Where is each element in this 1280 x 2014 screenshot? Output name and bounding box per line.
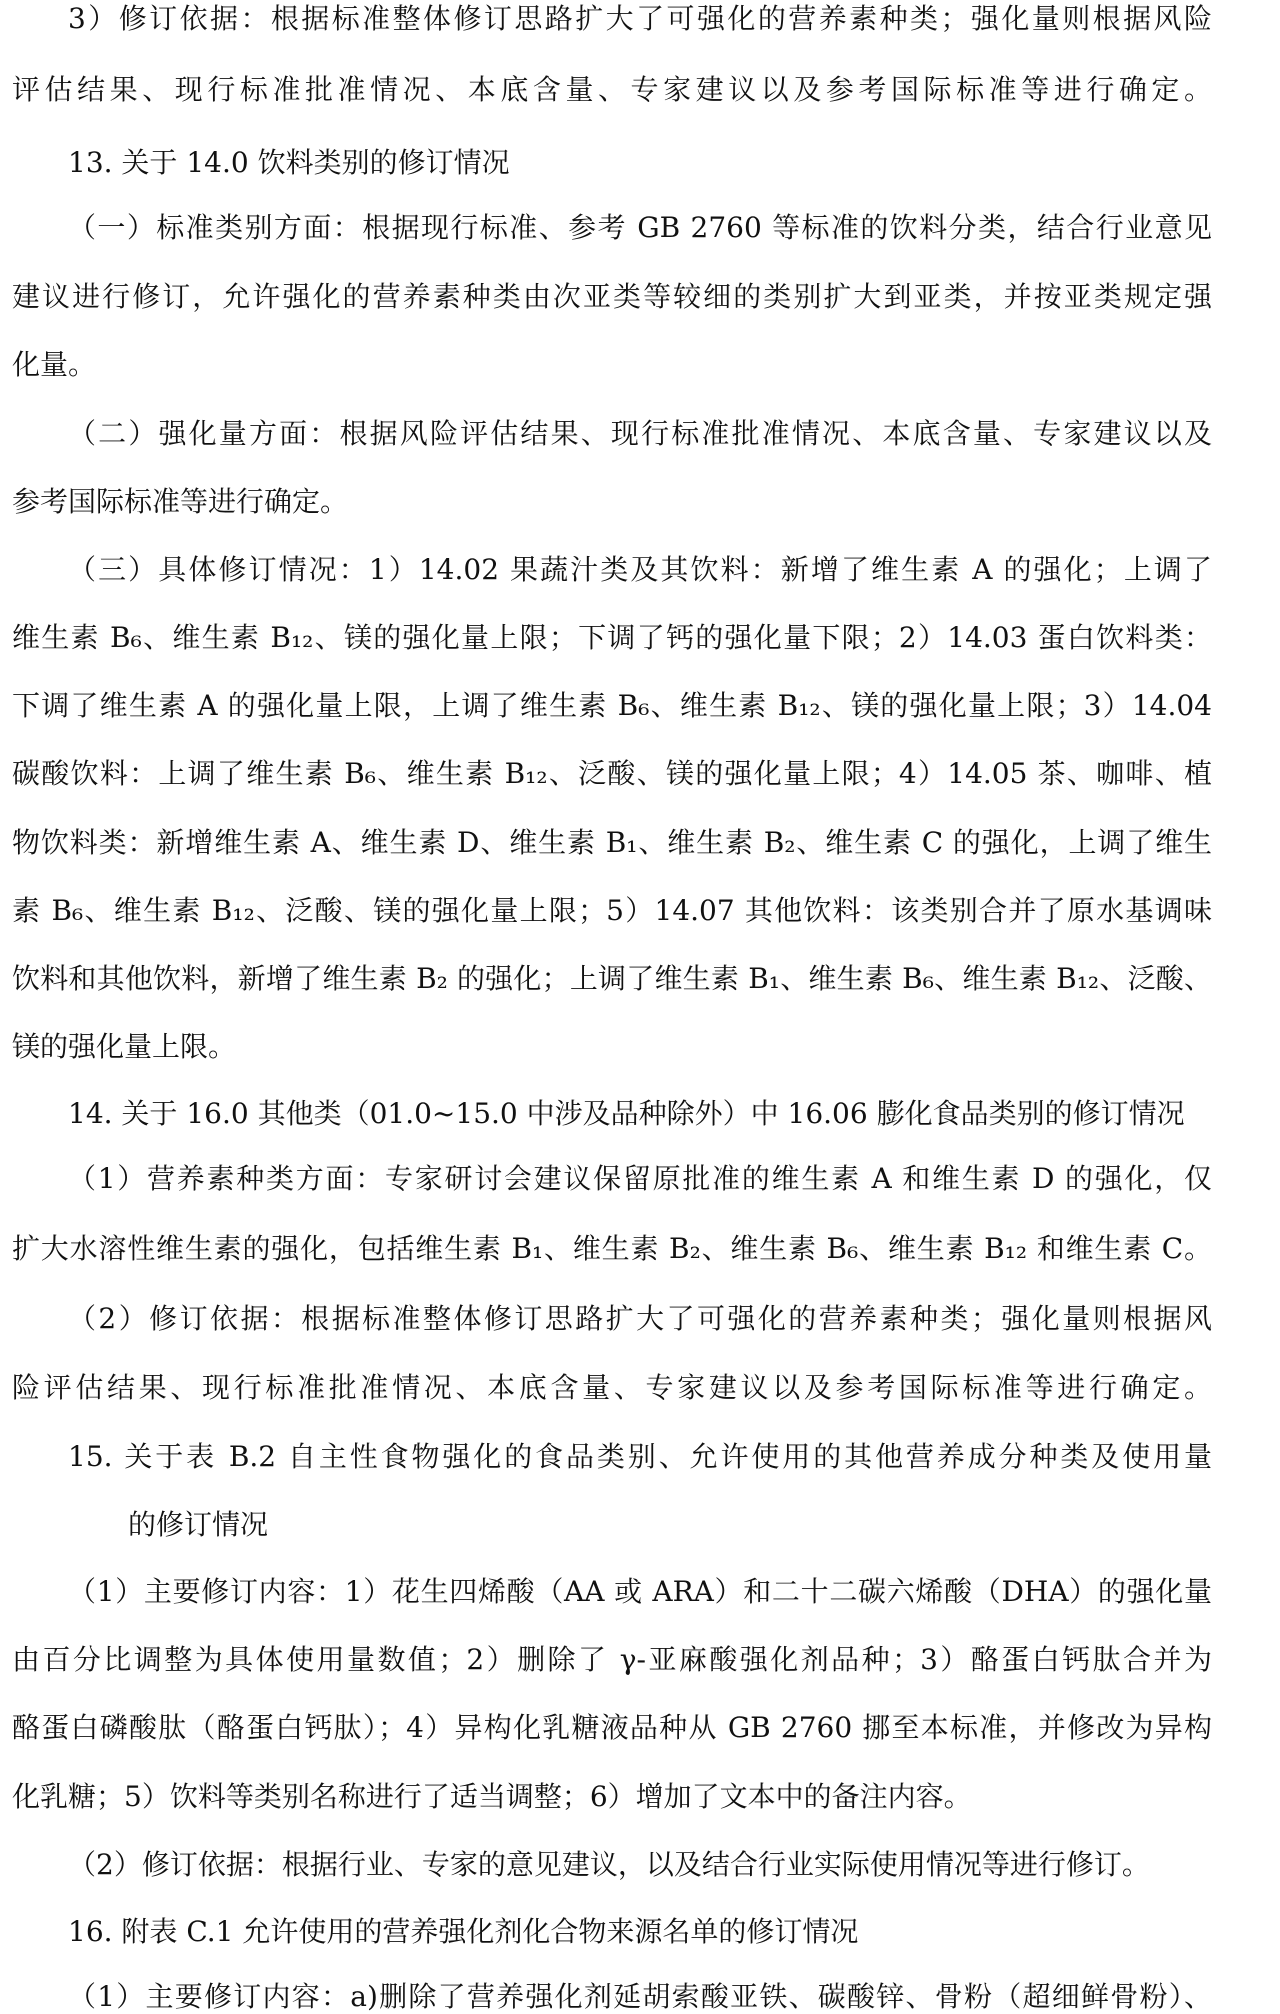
text-line: （1）主要修订内容：a)删除了营养强化剂延胡索酸亚铁、碳酸锌、骨粉（超细鲜骨粉）、 — [68, 1980, 1212, 2013]
section-heading-13: 13. 关于 14.0 饮料类别的修订情况 — [68, 146, 510, 179]
text-line: （一）标准类别方面：根据现行标准、参考 GB 2760 等标准的饮料分类，结合行业意见 — [68, 211, 1212, 244]
text-line: 素 B₆、维生素 B₁₂、泛酸、镁的强化量上限；5）14.07 其他饮料：该类别合并了原水基调味 — [12, 894, 1212, 927]
text-line: 3）修订依据：根据标准整体修订思路扩大了可强化的营养素种类；强化量则根据风险 — [68, 2, 1212, 35]
text-line: 碳酸饮料：上调了维生素 B₆、维生素 B₁₂、泛酸、镁的强化量上限；4）14.05 茶、咖啡、植 — [12, 757, 1212, 790]
section-heading-14: 14. 关于 16.0 其他类（01.0~15.0 中涉及品种除外）中 16.06 膨化食品类别的修订情况 — [68, 1097, 1185, 1130]
text-line: 化乳糖；5）饮料等类别名称进行了适当调整；6）增加了文本中的备注内容。 — [12, 1780, 972, 1813]
text-line: 镁的强化量上限。 — [12, 1030, 237, 1063]
text-line: （2）修订依据：根据行业、专家的意见建议，以及结合行业实际使用情况等进行修订。 — [68, 1848, 1150, 1881]
section-heading-15: 15. 关于表 B.2 自主性食物强化的食品类别、允许使用的其他营养成分种类及使用量 — [68, 1440, 1212, 1473]
text-line: 酪蛋白磷酸肽（酪蛋白钙肽）；4）异构化乳糖液品种从 GB 2760 挪至本标准，并修改为异构 — [12, 1711, 1212, 1744]
text-line: 下调了维生素 A 的强化量上限，上调了维生素 B₆、维生素 B₁₂、镁的强化量上限；3）14.04 — [12, 689, 1212, 722]
section-heading-16: 16. 附表 C.1 允许使用的营养强化剂化合物来源名单的修订情况 — [68, 1915, 859, 1948]
text-line: （1）主要修订内容：1）花生四烯酸（AA 或 ARA）和二十二碳六烯酸（DHA）的强化量 — [68, 1575, 1212, 1608]
text-line: 评估结果、现行标准批准情况、本底含量、专家建议以及参考国际标准等进行确定。 — [12, 73, 1212, 106]
text-line: 扩大水溶性维生素的强化，包括维生素 B₁、维生素 B₂、维生素 B₆、维生素 B₁₂ 和维生素 C。 — [12, 1232, 1212, 1265]
text-line: 饮料和其他饮料，新增了维生素 B₂ 的强化；上调了维生素 B₁、维生素 B₆、维生素 B₁₂、泛酸、 — [12, 962, 1212, 995]
text-line: 化量。 — [12, 348, 97, 381]
text-line: 建议进行修订，允许强化的营养素种类由次亚类等较细的类别扩大到亚类，并按亚类规定强 — [12, 280, 1212, 313]
section-heading-15-cont: 的修订情况 — [128, 1508, 269, 1541]
text-line: 维生素 B₆、维生素 B₁₂、镁的强化量上限；下调了钙的强化量下限；2）14.03 蛋白饮料类： — [12, 621, 1212, 654]
text-line: 物饮料类：新增维生素 A、维生素 D、维生素 B₁、维生素 B₂、维生素 C 的强化，上调了维生 — [12, 826, 1212, 859]
text-line: （1）营养素种类方面：专家研讨会建议保留原批准的维生素 A 和维生素 D 的强化，仅 — [68, 1162, 1212, 1195]
text-line: （二）强化量方面：根据风险评估结果、现行标准批准情况、本底含量、专家建议以及 — [68, 417, 1212, 450]
text-line: （三）具体修订情况：1）14.02 果蔬汁类及其饮料：新增了维生素 A 的强化；上调了 — [68, 553, 1212, 586]
text-line: （2）修订依据：根据标准整体修订思路扩大了可强化的营养素种类；强化量则根据风 — [68, 1302, 1212, 1335]
text-line: 由百分比调整为具体使用量数值；2）删除了 γ-亚麻酸强化剂品种；3）酪蛋白钙肽合并为 — [12, 1643, 1212, 1676]
text-line: 参考国际标准等进行确定。 — [12, 485, 349, 518]
text-line: 险评估结果、现行标准批准情况、本底含量、专家建议以及参考国际标准等进行确定。 — [12, 1371, 1212, 1404]
